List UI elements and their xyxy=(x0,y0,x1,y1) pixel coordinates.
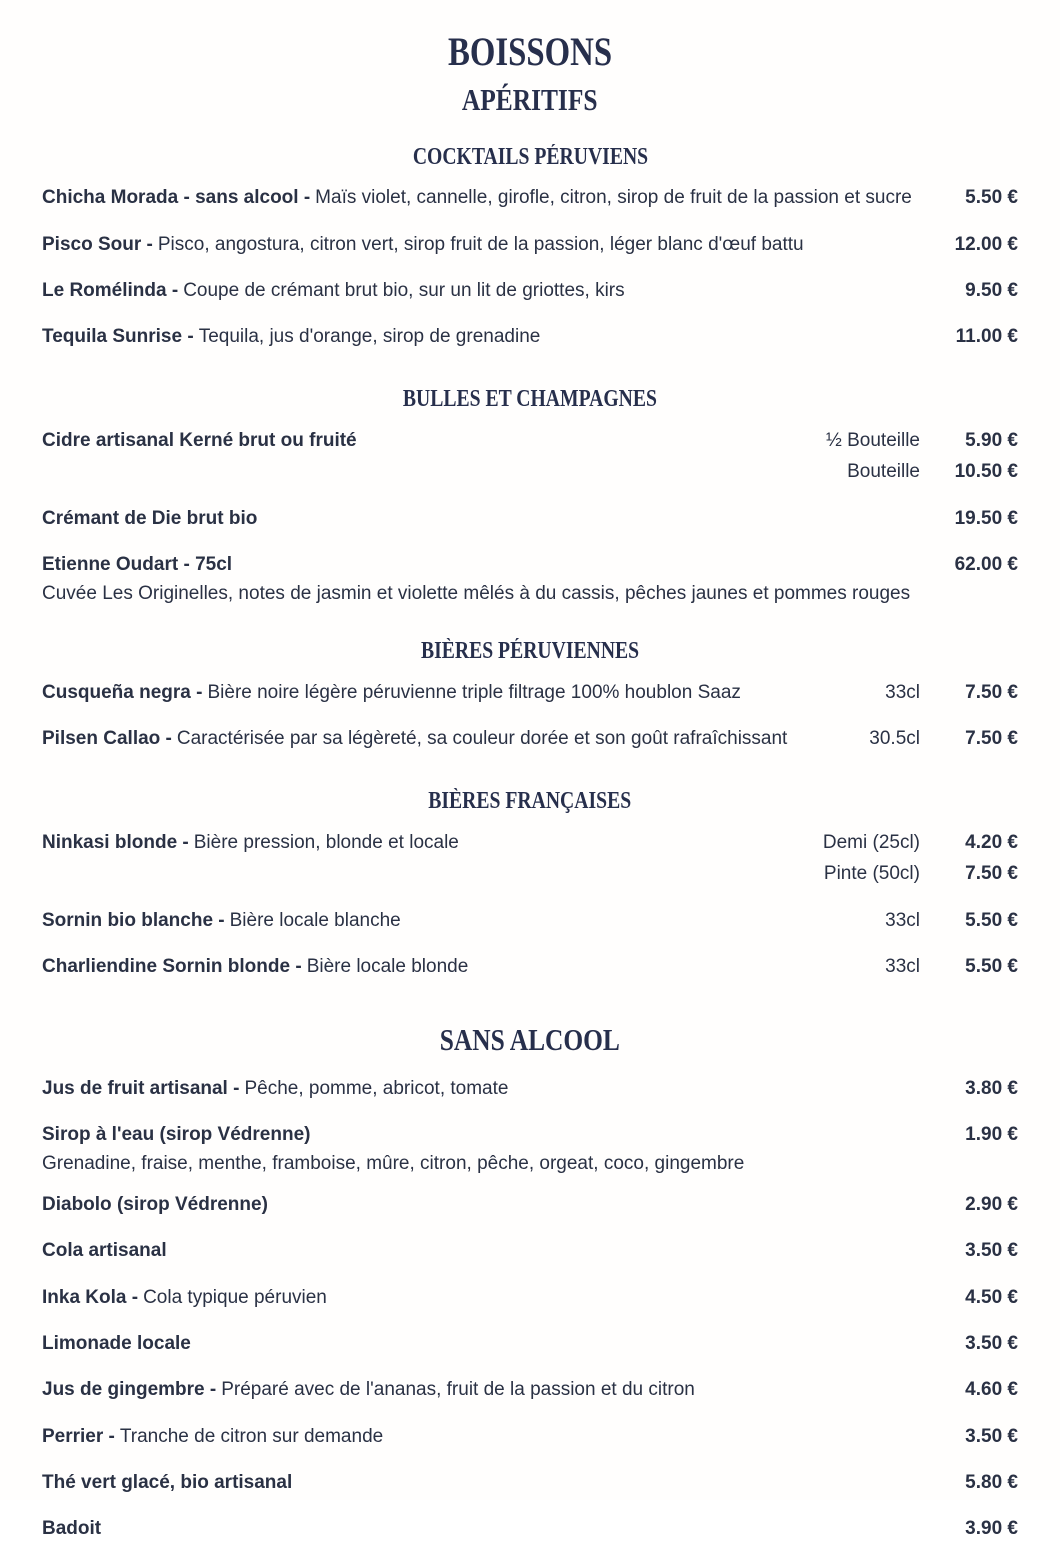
section-title-text: COCKTAILS PÉRUVIENS xyxy=(412,143,648,170)
menu-item-left xyxy=(42,186,938,210)
menu-item-left xyxy=(42,429,826,453)
page-subtitle-text: APÉRITIFS xyxy=(462,82,598,117)
item-name: Cusqueña negra - xyxy=(42,681,203,703)
item-prices xyxy=(938,1332,1018,1356)
item-name: Charliendine Sornin blonde - xyxy=(42,955,302,977)
price-line xyxy=(823,831,1018,855)
section-title-text: BIÈRES PÉRUVIENNES xyxy=(420,638,640,665)
item-prices xyxy=(938,1077,1018,1101)
item-prices xyxy=(938,1471,1018,1495)
item-note: Grenadine, fraise, menthe, framboise, mûre, citron, pêche, orgeat, coco, gingembre xyxy=(42,1153,745,1175)
item-name: Cidre artisanal Kerné brut ou fruité xyxy=(42,430,357,452)
item-prices xyxy=(885,955,1018,979)
price-amount: 4.50 € xyxy=(965,1286,1018,1308)
price-line xyxy=(938,553,1018,577)
item-prices xyxy=(938,1123,1018,1147)
price-amount: 11.00 € xyxy=(955,326,1018,348)
item-description: Caractérisée par sa légèreté, sa couleur dorée et son goût rafraîchissant xyxy=(176,727,788,749)
menu-item-row xyxy=(42,1275,1018,1321)
price-amount: 62.00 € xyxy=(954,554,1018,576)
menu-item-left xyxy=(42,1193,938,1217)
price-line xyxy=(938,233,1018,257)
item-name: Diabolo (sirop Védrenne) xyxy=(42,1194,268,1216)
menu-item-row xyxy=(42,1228,1018,1274)
menu-item-left xyxy=(42,1425,938,1449)
menu-item-left xyxy=(42,1378,938,1402)
menu-item-row xyxy=(42,670,1018,716)
item-prices xyxy=(938,233,1018,257)
menu-section xyxy=(42,144,1018,361)
menu-item-row xyxy=(42,1414,1018,1460)
menu-item-row xyxy=(42,1066,1018,1112)
item-name: Pilsen Callao - xyxy=(42,727,172,749)
item-name: Ninkasi blonde - xyxy=(42,831,189,853)
menu-section xyxy=(42,788,1018,990)
item-prices xyxy=(938,1286,1018,1310)
item-name: Cola artisanal xyxy=(42,1240,167,1262)
item-prices xyxy=(938,1425,1018,1449)
price-amount: 10.50 € xyxy=(954,461,1018,483)
menu-item-row xyxy=(42,314,1018,360)
price-amount: 7.50 € xyxy=(965,727,1018,749)
menu-item-left xyxy=(42,1286,938,1310)
price-line xyxy=(938,186,1018,210)
price-amount: 5.50 € xyxy=(965,955,1018,977)
price-line xyxy=(938,1077,1018,1101)
price-amount: 3.80 € xyxy=(965,1077,1018,1099)
item-description: Cola typique péruvien xyxy=(143,1286,327,1308)
price-amount: 1.90 € xyxy=(965,1124,1018,1146)
price-size-label: Demi (25cl) xyxy=(822,831,920,853)
price-line xyxy=(938,1286,1018,1310)
price-line xyxy=(938,1332,1018,1356)
item-name: Jus de fruit artisanal - xyxy=(42,1077,240,1099)
item-description: Bière locale blonde xyxy=(306,955,469,977)
section-title xyxy=(42,386,1018,414)
item-description: Bière pression, blonde et locale xyxy=(193,831,459,853)
item-prices xyxy=(885,909,1018,933)
price-amount: 9.50 € xyxy=(965,279,1018,301)
menu-item-row xyxy=(42,1182,1018,1228)
item-prices xyxy=(938,553,1018,577)
item-prices xyxy=(938,1193,1018,1217)
menu-item-left xyxy=(42,1332,938,1356)
item-description: Pisco, angostura, citron vert, sirop fruit de la passion, léger blanc d'œuf battu xyxy=(157,233,804,255)
item-description: Tranche de citron sur demande xyxy=(119,1425,384,1447)
price-line xyxy=(938,1471,1018,1495)
price-size-label: 30.5cl xyxy=(869,727,920,749)
item-description: Tequila, jus d'orange, sirop de grenadine xyxy=(198,326,541,348)
menu-item-row xyxy=(42,222,1018,268)
item-name: Crémant de Die brut bio xyxy=(42,507,258,529)
section-title xyxy=(42,144,1018,172)
price-line xyxy=(938,1425,1018,1449)
menu-sections xyxy=(42,144,1018,1553)
price-size-label: ½ Bouteille xyxy=(825,430,920,452)
item-description: Bière locale blanche xyxy=(229,909,401,931)
price-amount: 12.00 € xyxy=(954,233,1018,255)
price-size-label: 33cl xyxy=(885,955,920,977)
item-prices xyxy=(938,1378,1018,1402)
item-name: Jus de gingembre - xyxy=(42,1379,217,1401)
item-prices xyxy=(938,1239,1018,1263)
item-prices xyxy=(938,279,1018,303)
price-amount: 5.80 € xyxy=(965,1472,1018,1494)
menu-item-left xyxy=(42,955,885,979)
menu-item-left xyxy=(42,681,885,705)
item-name: Le Romélinda - xyxy=(42,279,179,301)
menu-item-left xyxy=(42,1239,938,1263)
menu-item-row xyxy=(42,944,1018,990)
section-title-text: BIÈRES FRANÇAISES xyxy=(428,788,632,815)
price-size-label: 33cl xyxy=(885,681,920,703)
price-amount: 3.50 € xyxy=(965,1240,1018,1262)
menu-section xyxy=(42,638,1018,762)
price-size-label: 33cl xyxy=(885,909,920,931)
menu-item-row xyxy=(42,1367,1018,1413)
price-amount: 5.90 € xyxy=(965,430,1018,452)
section-title xyxy=(42,1022,1018,1058)
menu-item-left xyxy=(42,553,938,577)
menu-item-row xyxy=(42,175,1018,221)
menu-item-left xyxy=(42,831,823,855)
menu-item-left xyxy=(42,507,938,531)
item-name: Chicha Morada - sans alcool - xyxy=(42,187,311,209)
price-line xyxy=(938,279,1018,303)
menu-item-row xyxy=(42,1506,1018,1552)
price-line xyxy=(938,507,1018,531)
menu-item-left xyxy=(42,279,938,303)
menu-section xyxy=(42,386,1018,612)
price-line xyxy=(938,1239,1018,1263)
section-title-text: BULLES ET CHAMPAGNES xyxy=(402,386,658,413)
item-name: Sirop à l'eau (sirop Védrenne) xyxy=(42,1124,311,1146)
item-name: Tequila Sunrise - xyxy=(42,326,194,348)
item-description: Préparé avec de l'ananas, fruit de la passion et du citron xyxy=(221,1379,695,1401)
item-prices xyxy=(938,1517,1018,1541)
menu-item-row xyxy=(42,1321,1018,1367)
item-prices xyxy=(869,727,1018,751)
item-name: Inka Kola - xyxy=(42,1286,139,1308)
menu-item-row xyxy=(42,268,1018,314)
page-title-text: BOISSONS xyxy=(447,29,613,74)
item-prices xyxy=(938,186,1018,210)
item-prices xyxy=(823,831,1018,887)
item-prices xyxy=(826,429,1018,485)
price-size-label: Pinte (50cl) xyxy=(823,863,920,885)
price-amount: 5.50 € xyxy=(965,187,1018,209)
price-line xyxy=(823,862,1018,886)
item-description: Coupe de crémant brut bio, sur un lit de griottes, kirs xyxy=(183,279,625,301)
price-amount: 5.50 € xyxy=(965,909,1018,931)
item-name: Pisco Sour - xyxy=(42,233,153,255)
price-line xyxy=(869,727,1018,751)
menu-item-left xyxy=(42,1123,938,1147)
price-amount: 3.90 € xyxy=(965,1518,1018,1540)
section-items xyxy=(42,418,1018,612)
item-name: Thé vert glacé, bio artisanal xyxy=(42,1472,293,1494)
menu-item-left xyxy=(42,1517,938,1541)
price-line xyxy=(826,460,1018,484)
item-prices xyxy=(938,325,1018,349)
section-items xyxy=(42,1066,1018,1553)
menu-item-left xyxy=(42,233,938,257)
price-line xyxy=(826,429,1018,453)
menu-item-row xyxy=(42,716,1018,762)
section-items xyxy=(42,670,1018,763)
section-items xyxy=(42,175,1018,360)
price-line xyxy=(938,325,1018,349)
price-amount: 3.50 € xyxy=(965,1425,1018,1447)
price-line xyxy=(938,1517,1018,1541)
item-name: Perrier - xyxy=(42,1425,115,1447)
item-name: Badoit xyxy=(42,1518,102,1540)
price-line xyxy=(938,1378,1018,1402)
item-name: Limonade locale xyxy=(42,1333,191,1355)
item-description: Maïs violet, cannelle, girofle, citron, sirop de fruit de la passion et sucre xyxy=(315,187,912,209)
section-title xyxy=(42,788,1018,816)
price-amount: 19.50 € xyxy=(954,507,1018,529)
item-name: Etienne Oudart - 75cl xyxy=(42,554,233,576)
page-subtitle xyxy=(42,82,1018,118)
menu-section xyxy=(42,1022,1018,1553)
menu-item-left xyxy=(42,1077,938,1101)
price-line xyxy=(885,681,1018,705)
price-amount: 2.90 € xyxy=(965,1194,1018,1216)
price-amount: 4.60 € xyxy=(965,1379,1018,1401)
price-line xyxy=(938,1193,1018,1217)
item-note: Cuvée Les Originelles, notes de jasmin et violette mêlés à du cassis, pêches jaunes et pommes rouges xyxy=(42,583,911,605)
price-amount: 3.50 € xyxy=(965,1333,1018,1355)
price-amount: 7.50 € xyxy=(965,681,1018,703)
menu-item-left xyxy=(42,909,885,933)
price-line xyxy=(885,955,1018,979)
item-description: Bière noire légère péruvienne triple filtrage 100% houblon Saaz xyxy=(207,681,741,703)
item-prices xyxy=(885,681,1018,705)
menu-item-left xyxy=(42,1471,938,1495)
section-title xyxy=(42,638,1018,666)
menu-item-row xyxy=(42,820,1018,898)
price-amount: 4.20 € xyxy=(965,831,1018,853)
price-size-label: Bouteille xyxy=(847,461,920,483)
item-prices xyxy=(938,507,1018,531)
item-description: Pêche, pomme, abricot, tomate xyxy=(244,1077,509,1099)
menu-item-row xyxy=(42,418,1018,496)
menu-item-row xyxy=(42,898,1018,944)
menu-item-left xyxy=(42,325,938,349)
section-items xyxy=(42,820,1018,990)
menu-item-left xyxy=(42,727,869,751)
item-name: Sornin bio blanche - xyxy=(42,909,225,931)
page-title xyxy=(42,30,1018,74)
price-line xyxy=(885,909,1018,933)
price-line xyxy=(938,1123,1018,1147)
menu-item-row xyxy=(42,1460,1018,1506)
price-amount: 7.50 € xyxy=(965,863,1018,885)
menu-item-row xyxy=(42,496,1018,542)
section-title-text: SANS ALCOOL xyxy=(439,1022,621,1058)
